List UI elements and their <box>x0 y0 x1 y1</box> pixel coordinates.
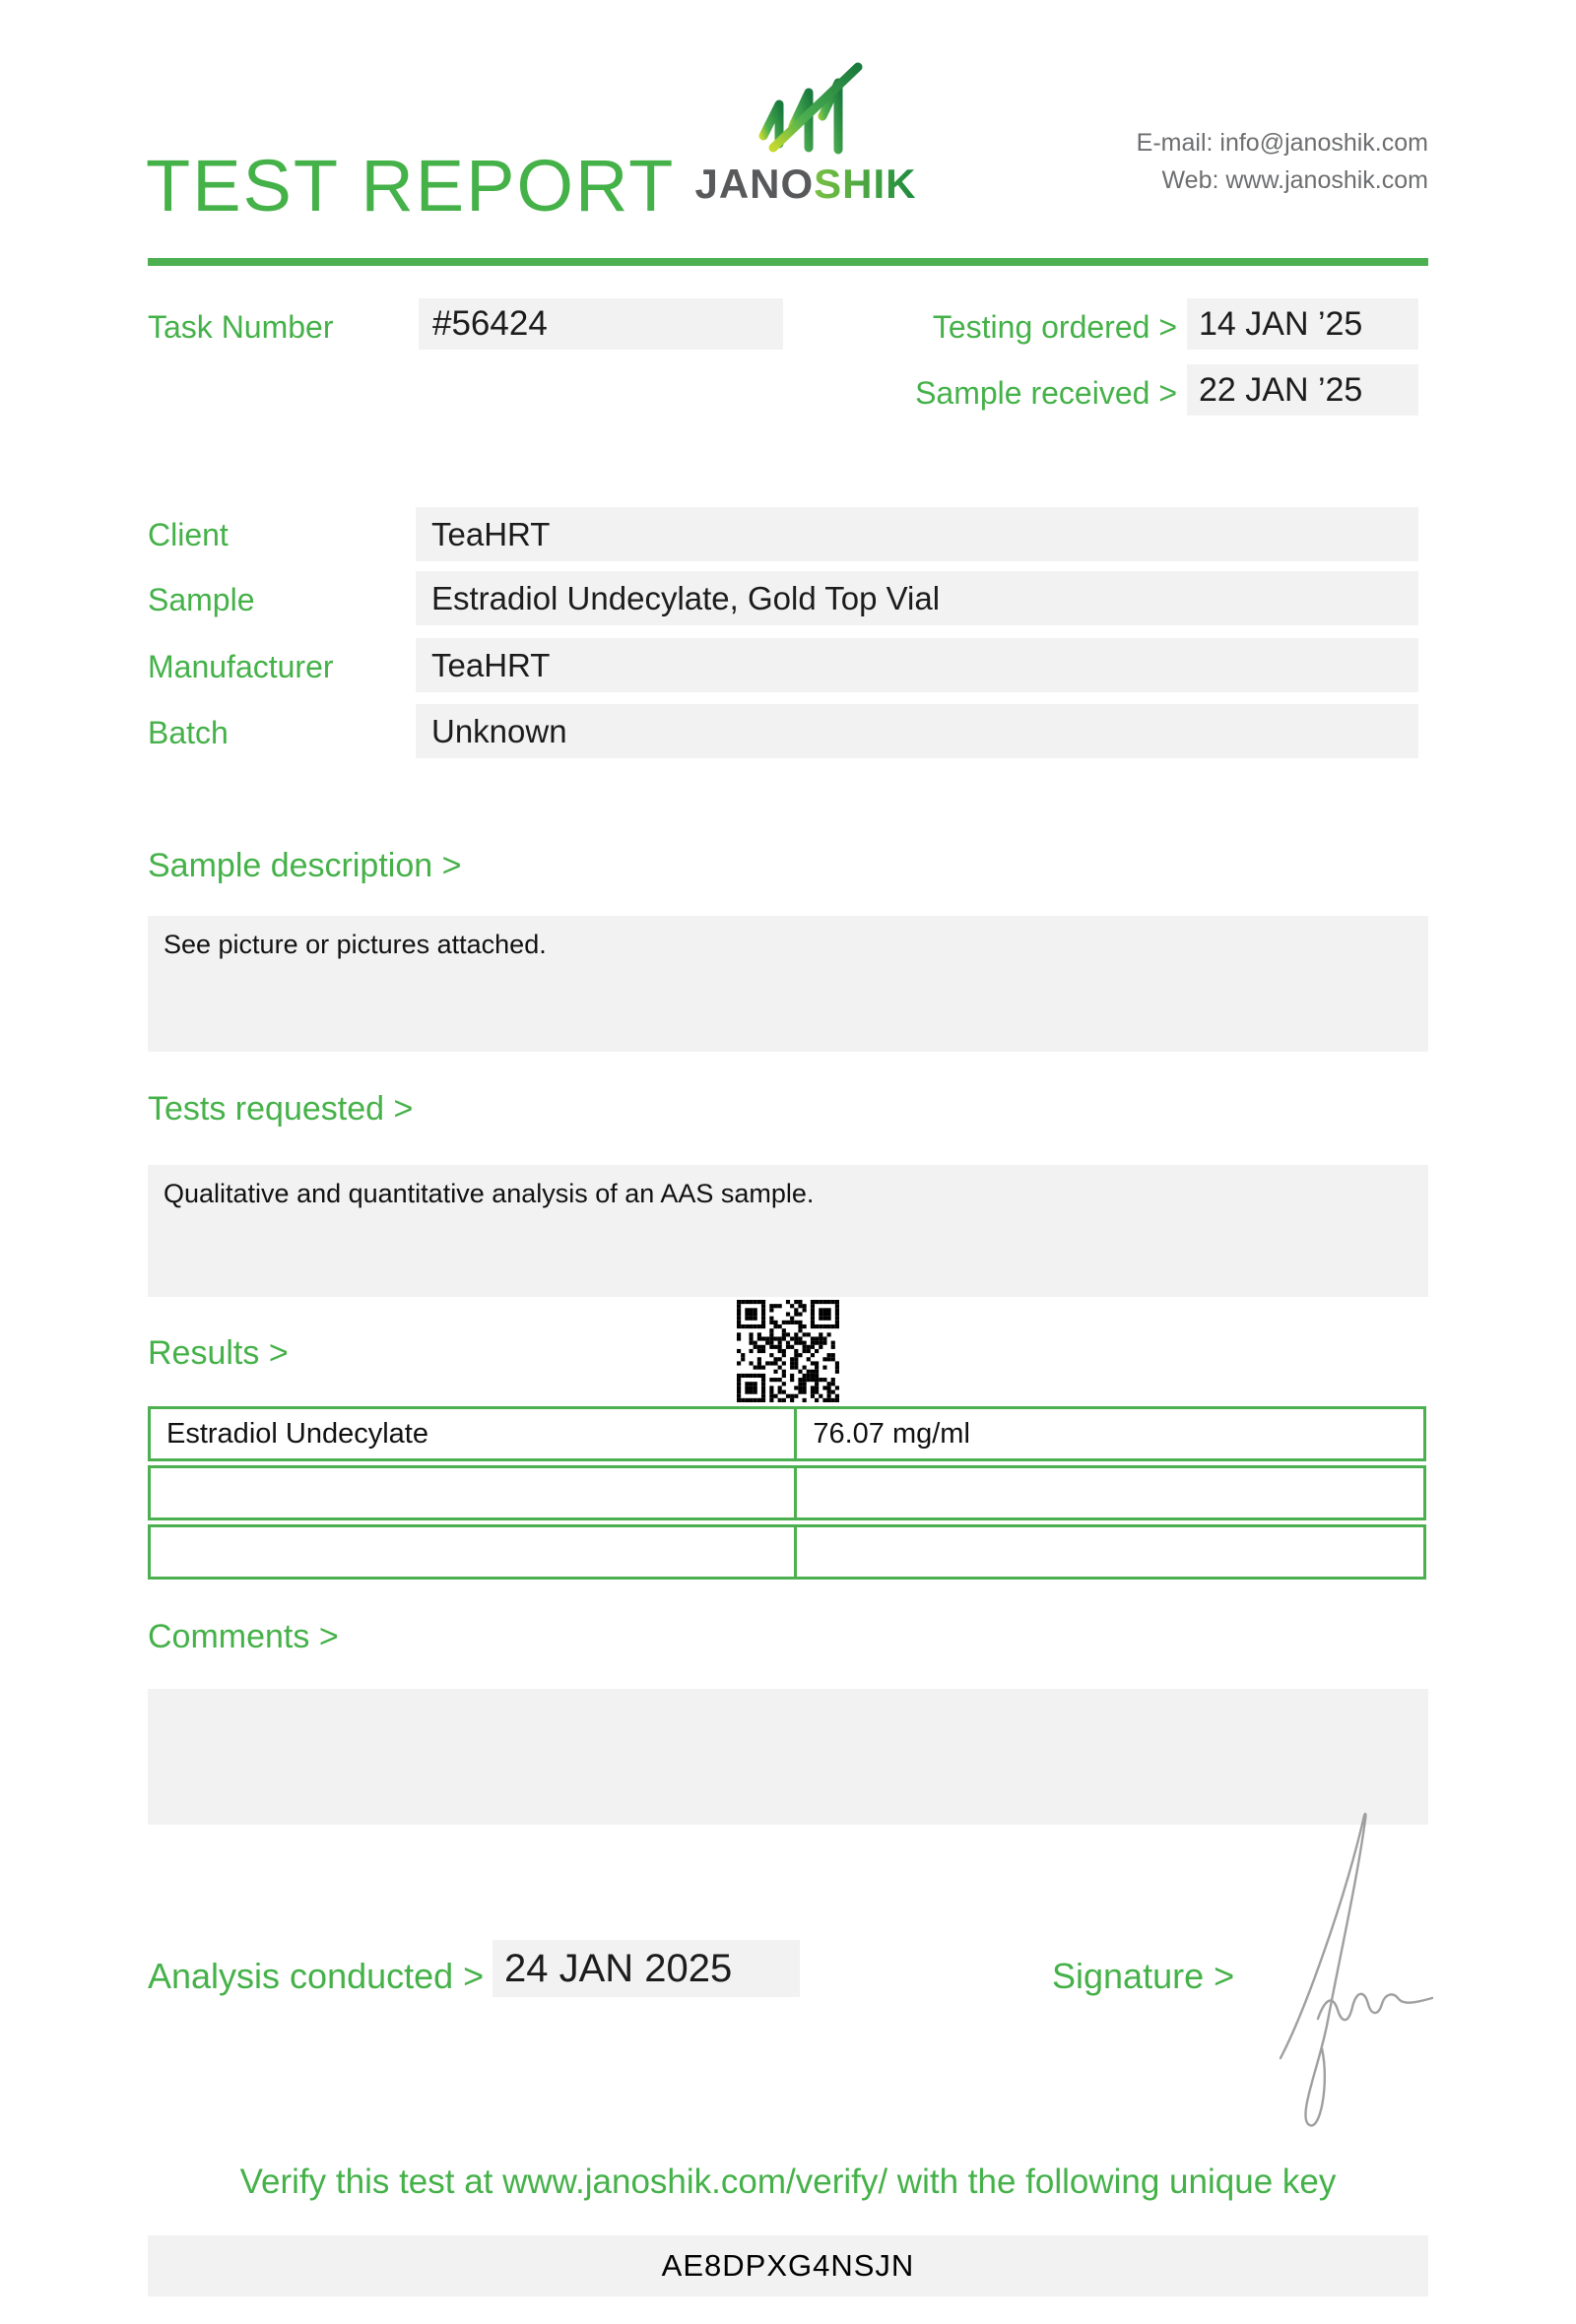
task-number-label: Task Number <box>148 309 334 345</box>
signature-image <box>1263 1810 1440 2145</box>
manufacturer-value: TeaHRT <box>416 638 1418 692</box>
tests-requested-heading: Tests requested > <box>148 1090 414 1128</box>
client-value: TeaHRT <box>416 507 1418 561</box>
sample-value: Estradiol Undecylate, Gold Top Vial <box>416 571 1418 625</box>
contact-web: Web: www.janoshik.com <box>1161 166 1428 194</box>
qr-code-icon <box>737 1300 839 1402</box>
signature-label: Signature > <box>1052 1956 1235 1996</box>
client-label: Client <box>148 517 229 552</box>
results-table <box>148 1406 1426 1580</box>
logo-jano: JANO <box>694 161 815 207</box>
contact-info <box>1137 124 1428 199</box>
testing-ordered-date: 14 JAN ’25 <box>1187 298 1418 350</box>
table-row <box>148 1524 1426 1580</box>
analysis-conducted-label: Analysis conducted > <box>148 1956 485 1996</box>
sample-label: Sample <box>148 582 255 617</box>
sample-received-label: Sample received > <box>915 375 1177 411</box>
result-substance: Estradiol Undecylate <box>151 1409 797 1458</box>
result-substance <box>151 1527 797 1577</box>
tests-requested-box <box>148 1165 1428 1297</box>
sample-description-box <box>148 916 1428 1052</box>
result-value <box>797 1527 1423 1577</box>
logo-wordmark <box>678 163 934 205</box>
task-number-value: #56424 <box>419 298 783 350</box>
page-title: TEST REPORT <box>146 145 676 226</box>
unique-key-value: AE8DPXG4NSJN <box>148 2235 1428 2296</box>
header-divider <box>148 258 1428 266</box>
sample-description-heading: Sample description > <box>148 847 462 884</box>
logo-shik: SHIK <box>814 161 917 207</box>
batch-label: Batch <box>148 715 229 750</box>
bar-chart-growth-icon <box>722 57 889 163</box>
result-value: 76.07 mg/ml <box>813 1417 970 1450</box>
table-row <box>148 1465 1426 1520</box>
tests-requested-text: Qualitative and quantitative analysis of an AAS sample. <box>164 1179 815 1208</box>
table-row <box>148 1406 1426 1461</box>
sample-received-date: 22 JAN ’25 <box>1187 364 1418 416</box>
manufacturer-label: Manufacturer <box>148 649 334 684</box>
result-value <box>797 1468 1423 1517</box>
contact-email: E-mail: info@janoshik.com <box>1136 129 1428 157</box>
comments-heading: Comments > <box>148 1618 339 1655</box>
results-heading: Results > <box>148 1334 289 1372</box>
comments-box <box>148 1689 1428 1825</box>
janoshik-logo <box>678 57 934 205</box>
batch-value: Unknown <box>416 704 1418 758</box>
analysis-conducted-date: 24 JAN 2025 <box>492 1940 800 1997</box>
testing-ordered-label: Testing ordered > <box>932 309 1177 345</box>
result-substance <box>151 1468 797 1517</box>
verify-instruction: Verify this test at www.janoshik.com/verify/ with the following unique key <box>239 2163 1337 2201</box>
sample-description-text: See picture or pictures attached. <box>164 930 547 959</box>
